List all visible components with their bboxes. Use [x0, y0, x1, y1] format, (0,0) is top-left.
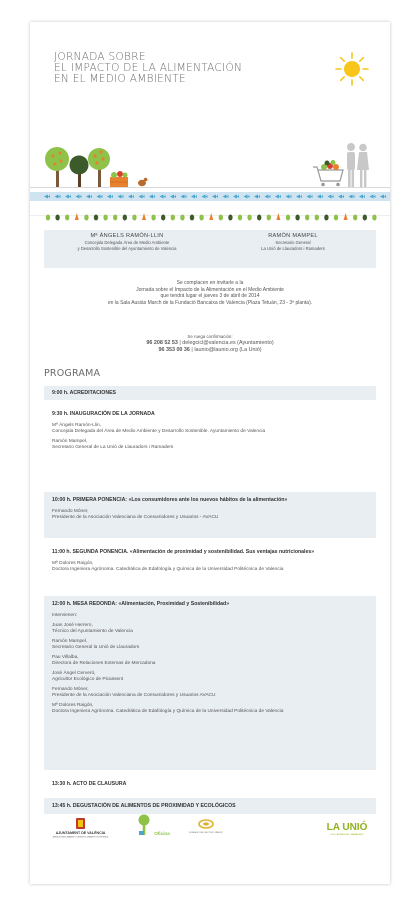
crop-icon [334, 215, 338, 221]
program-item-line: Ramón Mampel, [52, 439, 88, 444]
program-item-line: Ramón Mampel, [52, 638, 88, 644]
program-item-title: 9:30 h. INAUGURACIÓN DE LA JORNADA [52, 411, 155, 417]
program-item-line: José Àngel Cerveró, [52, 670, 96, 676]
crop-icon [123, 215, 127, 221]
program-item-line: Directora de Relaciones Externas de Mercadona [52, 661, 156, 666]
organizer-1 [44, 230, 210, 268]
invitation-line: Se complacen en invitarle a la [176, 280, 244, 286]
oficina-name: Oficina [154, 831, 170, 836]
fundacion-name: FUNDACIÓ DEL SECTOR CLIMÀTIC [189, 832, 223, 834]
tree-logo-icon [139, 815, 150, 826]
crop-icon [257, 215, 261, 221]
invitation-card [30, 22, 390, 884]
fundacion-logo [189, 820, 223, 834]
crop-icon [142, 213, 146, 220]
crop-icon [103, 215, 107, 221]
crop-icon [113, 215, 117, 221]
program-item-line: Concejala Delegada del Área de Medio Ambiente y Desarrollo Sostenible. Ayuntamiento de Valencia [52, 429, 266, 435]
crop-icon [190, 215, 194, 221]
la-unio-sub: DE LLAURADORS I RAMADERS [330, 834, 364, 836]
crop-icon [315, 215, 319, 221]
program-item-line: Mª Dolores Raigón, [52, 702, 94, 708]
crop-icon [161, 215, 165, 221]
invitation-text [44, 280, 376, 306]
tree-icon [70, 156, 89, 188]
invitation-line: en la Sala Ausiàs March de la Fundació Bancaixa de Valencia (Plaza Tetuán, 23 - 3ª planta). [107, 299, 313, 306]
program-item-title: 10:00 h. PRIMERA PONENCIA: «Los consumidores ante los nuevos hábitos de la alimentación» [52, 497, 288, 503]
program-item [44, 596, 376, 770]
crop-icon [353, 215, 357, 221]
program-item-line: Fernando Móner, [52, 509, 89, 514]
crop-icon [276, 213, 280, 220]
crop-icon [372, 215, 376, 221]
crop-icon [219, 215, 223, 221]
crop-icon [55, 215, 59, 221]
organizer-role: y Desarrollo Sostenible del Ayuntamiento de Valencia [77, 245, 177, 251]
oficina-logo [139, 815, 171, 837]
rsvp-block [44, 334, 376, 354]
organizer-role: Secretario General [275, 240, 311, 246]
organizers-box [44, 230, 376, 268]
sponsor-logos [30, 808, 390, 848]
la-unio-logo [327, 820, 368, 836]
program-item-line: Secretario General de La Unió de Llauradors i Ramaders [52, 445, 174, 451]
title-line-3: EN EL MEDIO AMBIENTE [54, 73, 186, 85]
crop-icon [324, 215, 328, 221]
river-band [30, 192, 390, 201]
program-item-line: Presidente de la Asociación Valenciana de Consumidores y Usuarios - AVACU [52, 515, 219, 521]
person-icon [347, 143, 355, 187]
hen-icon [138, 178, 149, 187]
program-item [44, 406, 376, 486]
crop-icon [180, 215, 184, 221]
tree-icon [88, 148, 110, 187]
landscape-illustration [30, 137, 390, 242]
crop-icon [228, 215, 232, 221]
rsvp-email[interactable]: | delegcicl@valencia.es (Ayuntamiento) [177, 340, 274, 346]
crop-icon [305, 215, 309, 221]
crop-icon [344, 213, 348, 220]
title-line-1: JORNADA SOBRE [54, 51, 146, 63]
crop-icon [171, 215, 175, 221]
person-icon [357, 144, 369, 187]
ajuntament-sub: ÀREA DE MEDI AMBIENT I DESENVOLUPAMENT SOSTENIBLE [52, 836, 109, 839]
program-item-line: Técnico del Ayuntamiento de Valencia [52, 629, 133, 634]
organizer-name: Mª ÀNGELS RAMÓN-LLIN [90, 233, 164, 239]
sun-icon [335, 52, 369, 86]
rsvp-line-2 [44, 347, 376, 354]
shopping-cart-icon [313, 160, 343, 186]
program-item-title: 13:30 h. ACTO DE CLAUSURA [52, 781, 127, 787]
crop-icon [247, 215, 251, 221]
rsvp-phone: 96 353 00 36 [158, 347, 190, 354]
rsvp-label: Se ruega confirmación: [187, 334, 233, 339]
program-item-line: Secretario General la Unió de Llauradors [52, 645, 140, 650]
crop-icon [209, 213, 213, 220]
program-item-title: 9:00 h. ACREDITACIONES [52, 390, 116, 396]
rsvp-email[interactable]: | launio@launio.org (La Unió) [189, 347, 262, 354]
ajuntament-logo [53, 818, 109, 839]
crop-icon [132, 215, 136, 221]
crop-icon [94, 215, 98, 221]
crop-icon [286, 215, 290, 221]
program-item [44, 492, 376, 538]
program-item-title: 13:45 h. DEGUSTACIÓN DE ALIMENTOS DE PROXIMIDAD Y ECOLÓGICOS [52, 803, 236, 809]
la-unio-name: LA UNIÓ [326, 822, 368, 833]
tree-icon [45, 147, 69, 187]
organizer-name: RAMÓN MAMPEL [268, 233, 318, 239]
program-item-line: Fernando Móner, [52, 686, 89, 692]
crop-icon [65, 215, 69, 221]
program-item-line: Presidente de la Asociación Valenciana de Consumidores y Usuarios AVACU [52, 693, 216, 698]
title-line-2: EL IMPACTO DE LA ALIMENTACIÓN [54, 62, 243, 74]
program-item [44, 544, 376, 590]
crop-icon [295, 215, 299, 221]
crop-icon [267, 215, 271, 221]
organizer-2 [210, 230, 376, 268]
crop-row [46, 213, 377, 221]
programa-heading: PROGRAMA [44, 368, 101, 379]
program-item-line: Mª Dolores Raigón, [52, 561, 94, 566]
program-item-title: 12:00 h. MESA REDONDA: «Alimentación, Proximidad y Sostenibilidad» [52, 601, 230, 607]
crop-icon [363, 215, 367, 221]
program-item-line: Pau Villalba, [52, 654, 79, 660]
program-item [44, 776, 376, 792]
crop-icon [151, 215, 155, 221]
organizer-role: Concejala Delegada Área de Medio Ambiente [84, 240, 170, 246]
ajuntament-name: AJUNTAMENT DE VALÈNCIA [55, 831, 106, 835]
program-item-line: Mª Àngels Ramón-Llin, [52, 423, 101, 428]
program-item-line: Agricultor Ecológico de Picassent [52, 677, 124, 682]
rsvp-line-1 [44, 340, 376, 347]
crop-icon [84, 215, 88, 221]
organizer-role: La Unió de Llauradors i Ramaders [261, 245, 325, 251]
crop-icon [238, 215, 242, 221]
invitation-line: Jornada sobre el Impacto de la Alimentación en el Medio Ambiente [136, 286, 284, 293]
program-item-title: 11:00 h. SEGUNDA PONENCIA. «Alimentación de proximidad y sostenibilidad. Sus ventajas nutricionales» [52, 549, 315, 555]
program-item-line: Doctora Ingeniera Agrónoma. Catedrática de Edafología y Química de la Universidad Politécnica de Valencia [52, 709, 284, 714]
program-item-line: Juan José Herrero, [52, 622, 93, 628]
crate-icon [110, 171, 128, 187]
program-item [44, 386, 376, 400]
program-item-line: Doctora Ingeniera Agrónoma. Catedrática de Edafología y Química de la Universidad Politécnica de Valencia [52, 567, 284, 573]
crop-icon [199, 215, 203, 221]
crop-icon [46, 215, 50, 221]
event-title [54, 52, 314, 85]
program-item-line: Intervienen: [52, 613, 78, 618]
crop-icon [75, 213, 79, 220]
invitation-line: que tendrá lugar el jueves 3 de abril de 2014 [160, 293, 260, 300]
rsvp-phone: 96 208 52 53 [146, 340, 178, 346]
